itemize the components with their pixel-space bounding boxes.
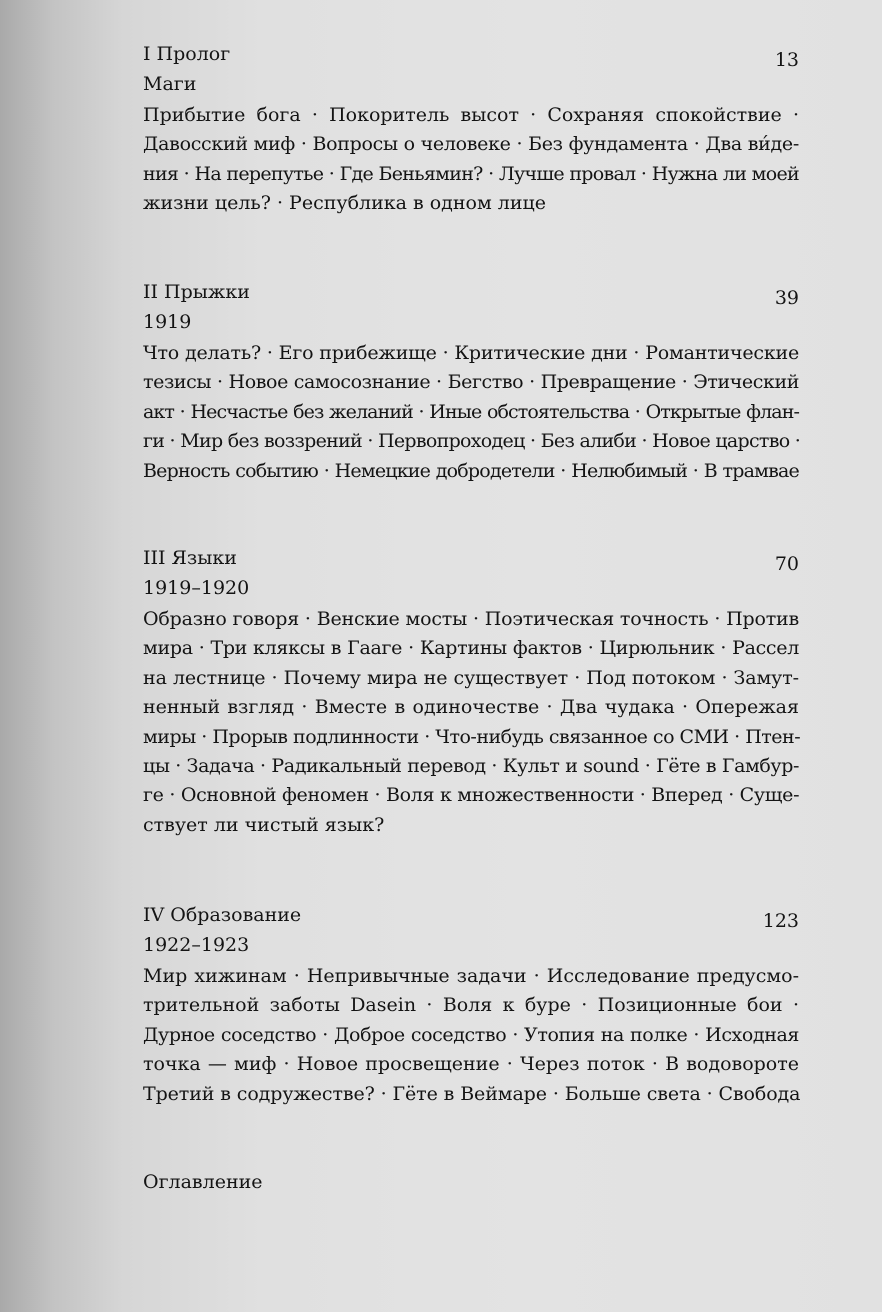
chapter-subtitle: 1919: [143, 311, 192, 333]
section-line: мира · Три кляксы в Гааге · Картины фактов · Цирюльник · Рассел: [143, 637, 799, 660]
chapter-sections: [143, 339, 799, 486]
running-footer: Оглавление: [143, 1171, 263, 1193]
section-line: Мир хижинам · Непривычные задачи · Исследование предусмо-: [143, 965, 799, 987]
section-line: Дурное соседство · Доброе соседство · Утопия на полке · Исходная: [143, 1023, 799, 1046]
chapter-subtitle: 1922–1923: [143, 934, 250, 956]
chapter-page-number: 13: [774, 49, 799, 71]
section-line: ненный взгляд · Вместе в одиночестве · Два чудака · Опережая: [143, 696, 799, 719]
chapter-title: I Пролог: [143, 43, 231, 65]
section-line: Давосский миф · Вопросы о человеке · Без фундамента · Два ви́де-: [143, 133, 799, 156]
section-line: ствует ли чистый язык?: [143, 813, 385, 836]
section-line: на лестнице · Почему мира не существует · Под потоком · Замут-: [143, 666, 799, 689]
chapter-title: II Прыжки: [143, 281, 250, 303]
chapter-sections: [143, 962, 799, 1109]
chapter-1: [143, 42, 799, 219]
chapter-page-number: 39: [774, 287, 799, 309]
chapter-title: III Языки: [143, 547, 237, 569]
chapter-title: IV Образование: [143, 904, 302, 926]
section-line: миры · Прорыв подлинности · Что-нибудь связанное со СМИ · Птен-: [143, 725, 801, 748]
section-line: акт · Несчастье без желаний · Иные обстоятельства · Открытые флан-: [143, 400, 799, 423]
section-line: Образно говоря · Венские мосты · Поэтическая точность · Против: [143, 608, 799, 630]
chapter-page-number: 70: [774, 553, 799, 575]
chapter-3: [143, 546, 799, 840]
chapter-subtitle: Маги: [143, 73, 197, 95]
section-line: Что делать? · Его прибежище · Критические дни · Романтические: [143, 342, 799, 364]
chapter-4: [143, 903, 799, 1109]
section-line: Третий в содружестве? · Гёте в Веймаре · Больше света · Свобода: [143, 1082, 801, 1105]
section-line: цы · Задача · Радикальный перевод · Культ и sound · Гёте в Гамбур-: [143, 755, 799, 778]
chapter-page-number: 123: [762, 910, 799, 932]
section-line: жизни цель? · Республика в одном лице: [143, 192, 546, 215]
section-line: тезисы · Новое самосознание · Бегство · Превращение · Этический: [143, 371, 799, 394]
chapter-sections: [143, 101, 799, 219]
section-line: трительной заботы Dasein · Воля к буре · Позиционные бои ·: [143, 994, 799, 1017]
section-line: Прибытие бога · Покоритель высот · Сохраняя спокойствие ·: [143, 104, 799, 126]
section-line: ния · На перепутье · Где Беньямин? · Лучше провал · Нужна ли моей: [143, 162, 799, 185]
section-line: ге · Основной феномен · Воля к множественности · Вперед · Суще-: [143, 784, 800, 807]
chapter-2: [143, 280, 799, 486]
chapter-subtitle: 1919–1920: [143, 577, 250, 599]
chapter-sections: [143, 605, 799, 840]
section-line: ги · Мир без воззрений · Первопроходец · Без алиби · Новое царство ·: [143, 430, 801, 453]
section-line: точка — миф · Новое просвещение · Через поток · В водовороте: [143, 1053, 799, 1076]
section-line: Верность событию · Немецкие добродетели · Нелюбимый · В трамвае: [143, 459, 799, 482]
